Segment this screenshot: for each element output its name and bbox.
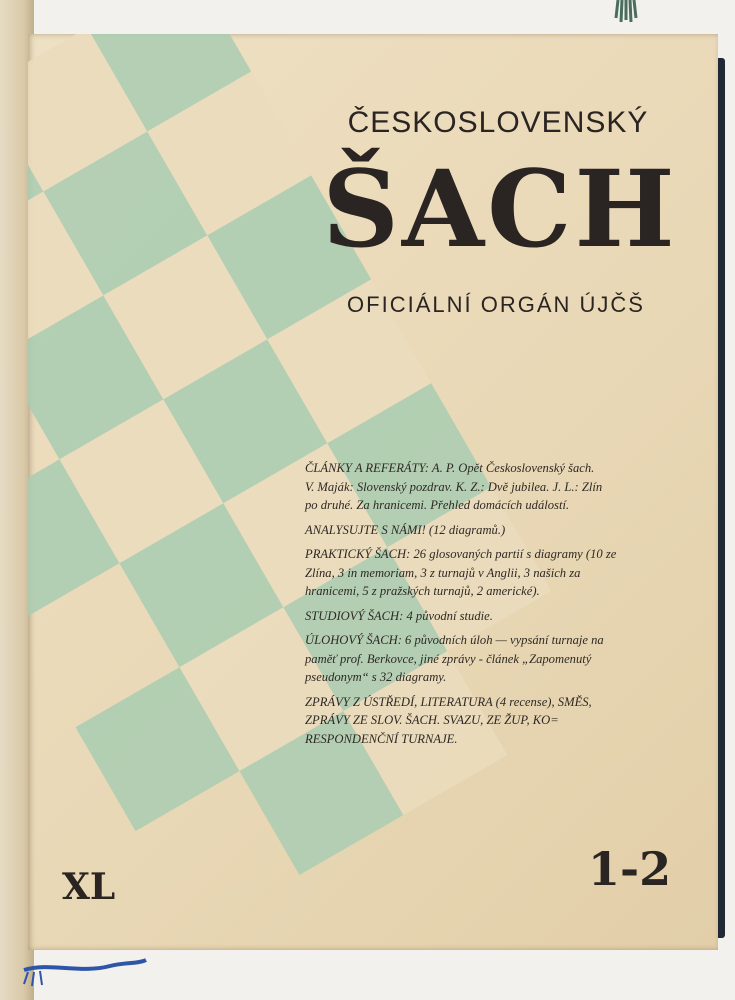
contents-line: ČLÁNKY A REFERÁTY: A. P. Opět Československý šach. (305, 461, 595, 475)
table-of-contents (305, 459, 671, 754)
contents-section (305, 545, 671, 601)
contents-section (305, 607, 671, 626)
contents-section (305, 521, 671, 540)
contents-line: pseudonym“ s 32 diagramy. (305, 670, 447, 684)
contents-line: STUDIOVÝ ŠACH: 4 původní studie. (305, 608, 493, 623)
masthead-country: ČESKOSLOVENSKÝ (347, 106, 649, 139)
volume-number: XL (62, 866, 116, 908)
contents-line: Zlína, 3 in memoriam, 3 z turnajů v Anglii, 3 našich za (305, 565, 581, 580)
contents-section (305, 459, 671, 515)
contents-line: paměť prof. Berkovce, jiné zprávy - článek „Zapomenutý (305, 651, 592, 666)
bookmark-ribbon-icon (20, 948, 150, 988)
contents-line: V. Maják: Slovenský pozdrav. K. Z.: Dvě jubilea. J. L.: Zlín (305, 479, 603, 494)
contents-line: ZPRÁVY ZE SLOV. ŠACH. SVAZU, ZE ŽUP, KO= (305, 713, 559, 727)
magazine-cover (28, 34, 718, 950)
tassel-icon (612, 0, 642, 26)
masthead-title: ŠACH (322, 146, 678, 271)
issue-number: 1-2 (588, 842, 672, 896)
contents-line: ANALYSUJTE S NÁMI! (12 diagramů.) (305, 522, 506, 537)
contents-line: ZPRÁVY Z ÚSTŘEDÍ, LITERATURA (4 recense), SMĚS, (305, 694, 592, 709)
contents-section (305, 693, 671, 749)
contents-line: hranicemi, 5 z pražských turnajů, 2 americké). (305, 584, 540, 598)
contents-section (305, 631, 671, 687)
masthead-subtitle: OFICIÁLNÍ ORGÁN ÚJČŠ (347, 292, 645, 317)
contents-line: po druhé. Za hranicemi. Přehled domácích událostí. (305, 498, 570, 512)
contents-line: PRAKTICKÝ ŠACH: 26 glosovaných partií s diagramy (10 ze (305, 547, 617, 561)
contents-line: ÚLOHOVÝ ŠACH: 6 původních úloh — vypsání turnaje na (305, 633, 604, 647)
contents-line: RESPONDENČNÍ TURNAJE. (305, 731, 458, 746)
